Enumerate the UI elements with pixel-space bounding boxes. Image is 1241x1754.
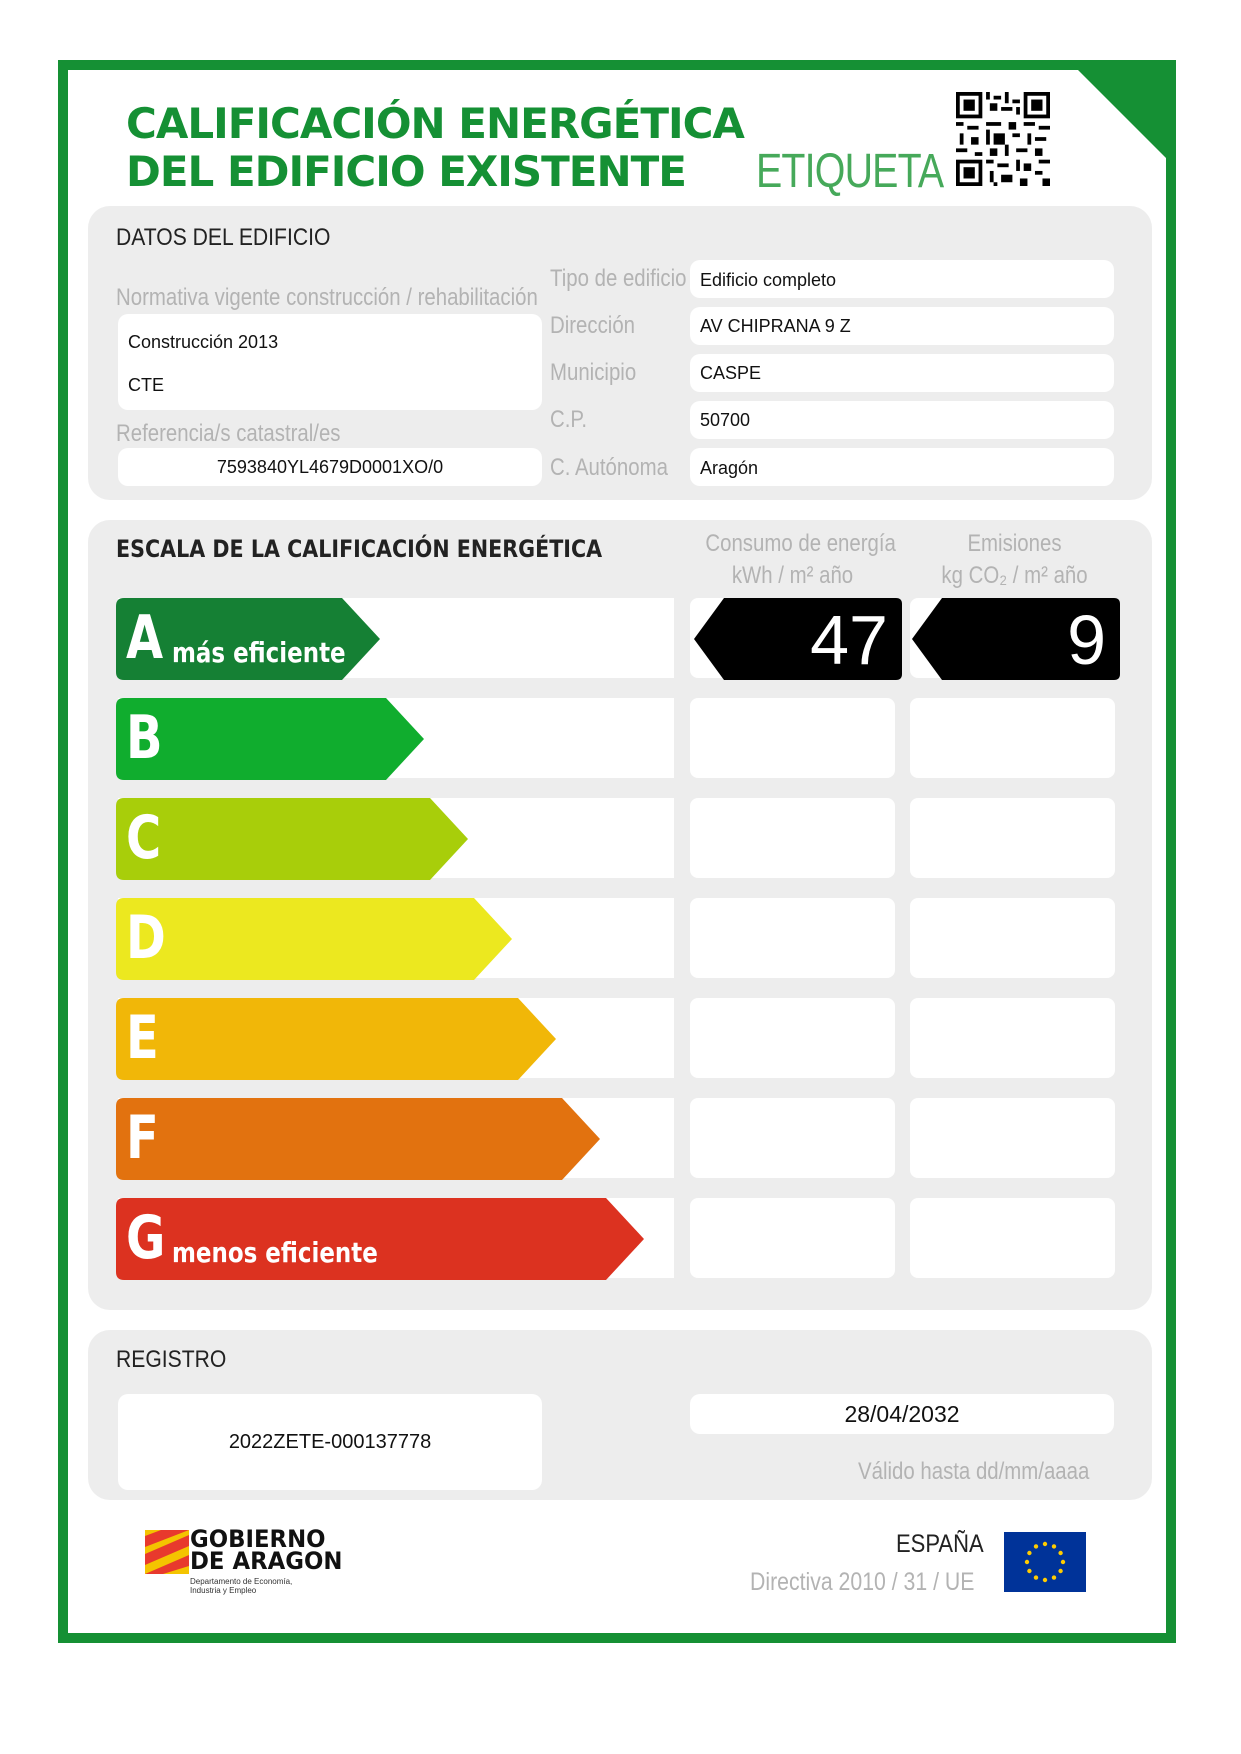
consumo-cell-g xyxy=(690,1198,895,1278)
class-arrow-d xyxy=(116,898,512,980)
field-label-municipio: Municipio xyxy=(550,359,637,386)
aragon-flag-icon xyxy=(145,1530,189,1574)
field-box-cp xyxy=(690,401,1114,439)
field-label-direccion: Dirección xyxy=(550,312,636,339)
consumo-cell-b xyxy=(690,698,895,778)
class-arrow-e xyxy=(116,998,556,1080)
field-value-direccion: AV CHIPRANA 9 Z xyxy=(700,316,851,336)
eu-star xyxy=(1034,1544,1038,1548)
normativa-value-1: Construcción 2013 xyxy=(128,332,279,352)
field-label-cp: C.P. xyxy=(550,406,588,433)
eu-star xyxy=(1027,1569,1031,1573)
field-label-tipo: Tipo de edificio xyxy=(550,265,687,292)
qr-code-icon xyxy=(956,92,1050,186)
class-arrow-f xyxy=(116,1098,600,1180)
eu-star xyxy=(1052,1575,1056,1579)
field-label-autonoma: C. Autónoma xyxy=(550,454,668,481)
class-letter-c: C xyxy=(126,803,162,873)
class-letter-e: E xyxy=(126,1003,159,1073)
emisiones-cell-c xyxy=(910,798,1115,878)
consumo-cell-e xyxy=(690,998,895,1078)
emisiones-badge xyxy=(912,598,1120,680)
class-letter-a: A xyxy=(126,603,164,673)
scale-section-title: ESCALA DE LA CALIFICACIÓN ENERGÉTICA xyxy=(116,535,603,563)
emisiones-cell-d xyxy=(910,898,1115,978)
gov-line1: GOBIERNO xyxy=(190,1525,326,1553)
registro-section-title: REGISTRO xyxy=(116,1346,227,1373)
class-tag-g: menos eficiente xyxy=(172,1236,378,1269)
valid-date-label: Válido hasta dd/mm/aaaa xyxy=(858,1458,1090,1485)
eu-flag-icon xyxy=(1004,1532,1086,1592)
class-letter-g: G xyxy=(126,1203,166,1273)
normativa-label: Normativa vigente construcción / rehabilitación xyxy=(116,284,538,311)
class-letter-f: F xyxy=(126,1103,159,1173)
emisiones-cell-g xyxy=(910,1198,1115,1278)
eu-star xyxy=(1052,1544,1056,1548)
eu-star xyxy=(1058,1551,1062,1555)
eu-star xyxy=(1027,1551,1031,1555)
eu-star xyxy=(1058,1569,1062,1573)
class-letter-b: B xyxy=(126,703,163,773)
class-tag-a: más eficiente xyxy=(172,636,346,669)
eu-star xyxy=(1043,1542,1047,1546)
consumo-cell-c xyxy=(690,798,895,878)
eu-star xyxy=(1043,1578,1047,1582)
building-section-title: DATOS DEL EDIFICIO xyxy=(116,224,331,251)
catastral-value: 7593840YL4679D0001XO/0 xyxy=(216,457,444,477)
etiqueta-label: ETIQUETA xyxy=(756,145,944,198)
title-line1: CALIFICACIÓN ENERGÉTICA xyxy=(126,99,744,148)
country-label: ESPAÑA xyxy=(896,1530,984,1558)
field-value-cp: 50700 xyxy=(700,410,751,430)
consumo-cell-f xyxy=(690,1098,895,1178)
field-value-tipo: Edificio completo xyxy=(700,270,837,290)
eu-star xyxy=(1061,1560,1065,1564)
consumo-value: 47 xyxy=(810,601,888,679)
consumo-cell-d xyxy=(690,898,895,978)
consumo-badge xyxy=(694,598,902,680)
normativa-box xyxy=(118,314,542,410)
valid-date: 28/04/2032 xyxy=(844,1401,960,1427)
eu-star xyxy=(1034,1575,1038,1579)
catastral-label: Referencia/s catastral/es xyxy=(116,420,341,447)
corner-fold xyxy=(1068,60,1176,168)
field-value-autonoma: Aragón xyxy=(700,458,759,478)
emisiones-cell-e xyxy=(910,998,1115,1078)
consumo-label-1: Consumo de energía xyxy=(705,530,896,557)
registro-number: 2022ZETE-000137778 xyxy=(228,1431,432,1453)
class-arrow-c xyxy=(116,798,468,880)
gov-line2: DE ARAGON xyxy=(190,1547,343,1575)
gov-dept: Departamento de Economía, Industria y Empleo xyxy=(190,1577,293,1595)
emisiones-cell-f xyxy=(910,1098,1115,1178)
eu-star xyxy=(1025,1560,1029,1564)
consumo-label-2: kWh / m² año xyxy=(731,562,854,589)
directive-label: Directiva 2010 / 31 / UE xyxy=(750,1568,975,1596)
emisiones-value: 9 xyxy=(1067,601,1106,679)
emisiones-cell-b xyxy=(910,698,1115,778)
class-letter-d: D xyxy=(126,903,166,973)
emisiones-label-1: Emisiones xyxy=(967,530,1062,557)
field-value-municipio: CASPE xyxy=(700,363,762,383)
title-line2: DEL EDIFICIO EXISTENTE xyxy=(126,147,686,196)
emisiones-label-2: kg CO₂ / m² año xyxy=(941,562,1088,589)
normativa-value-2: CTE xyxy=(128,375,164,395)
